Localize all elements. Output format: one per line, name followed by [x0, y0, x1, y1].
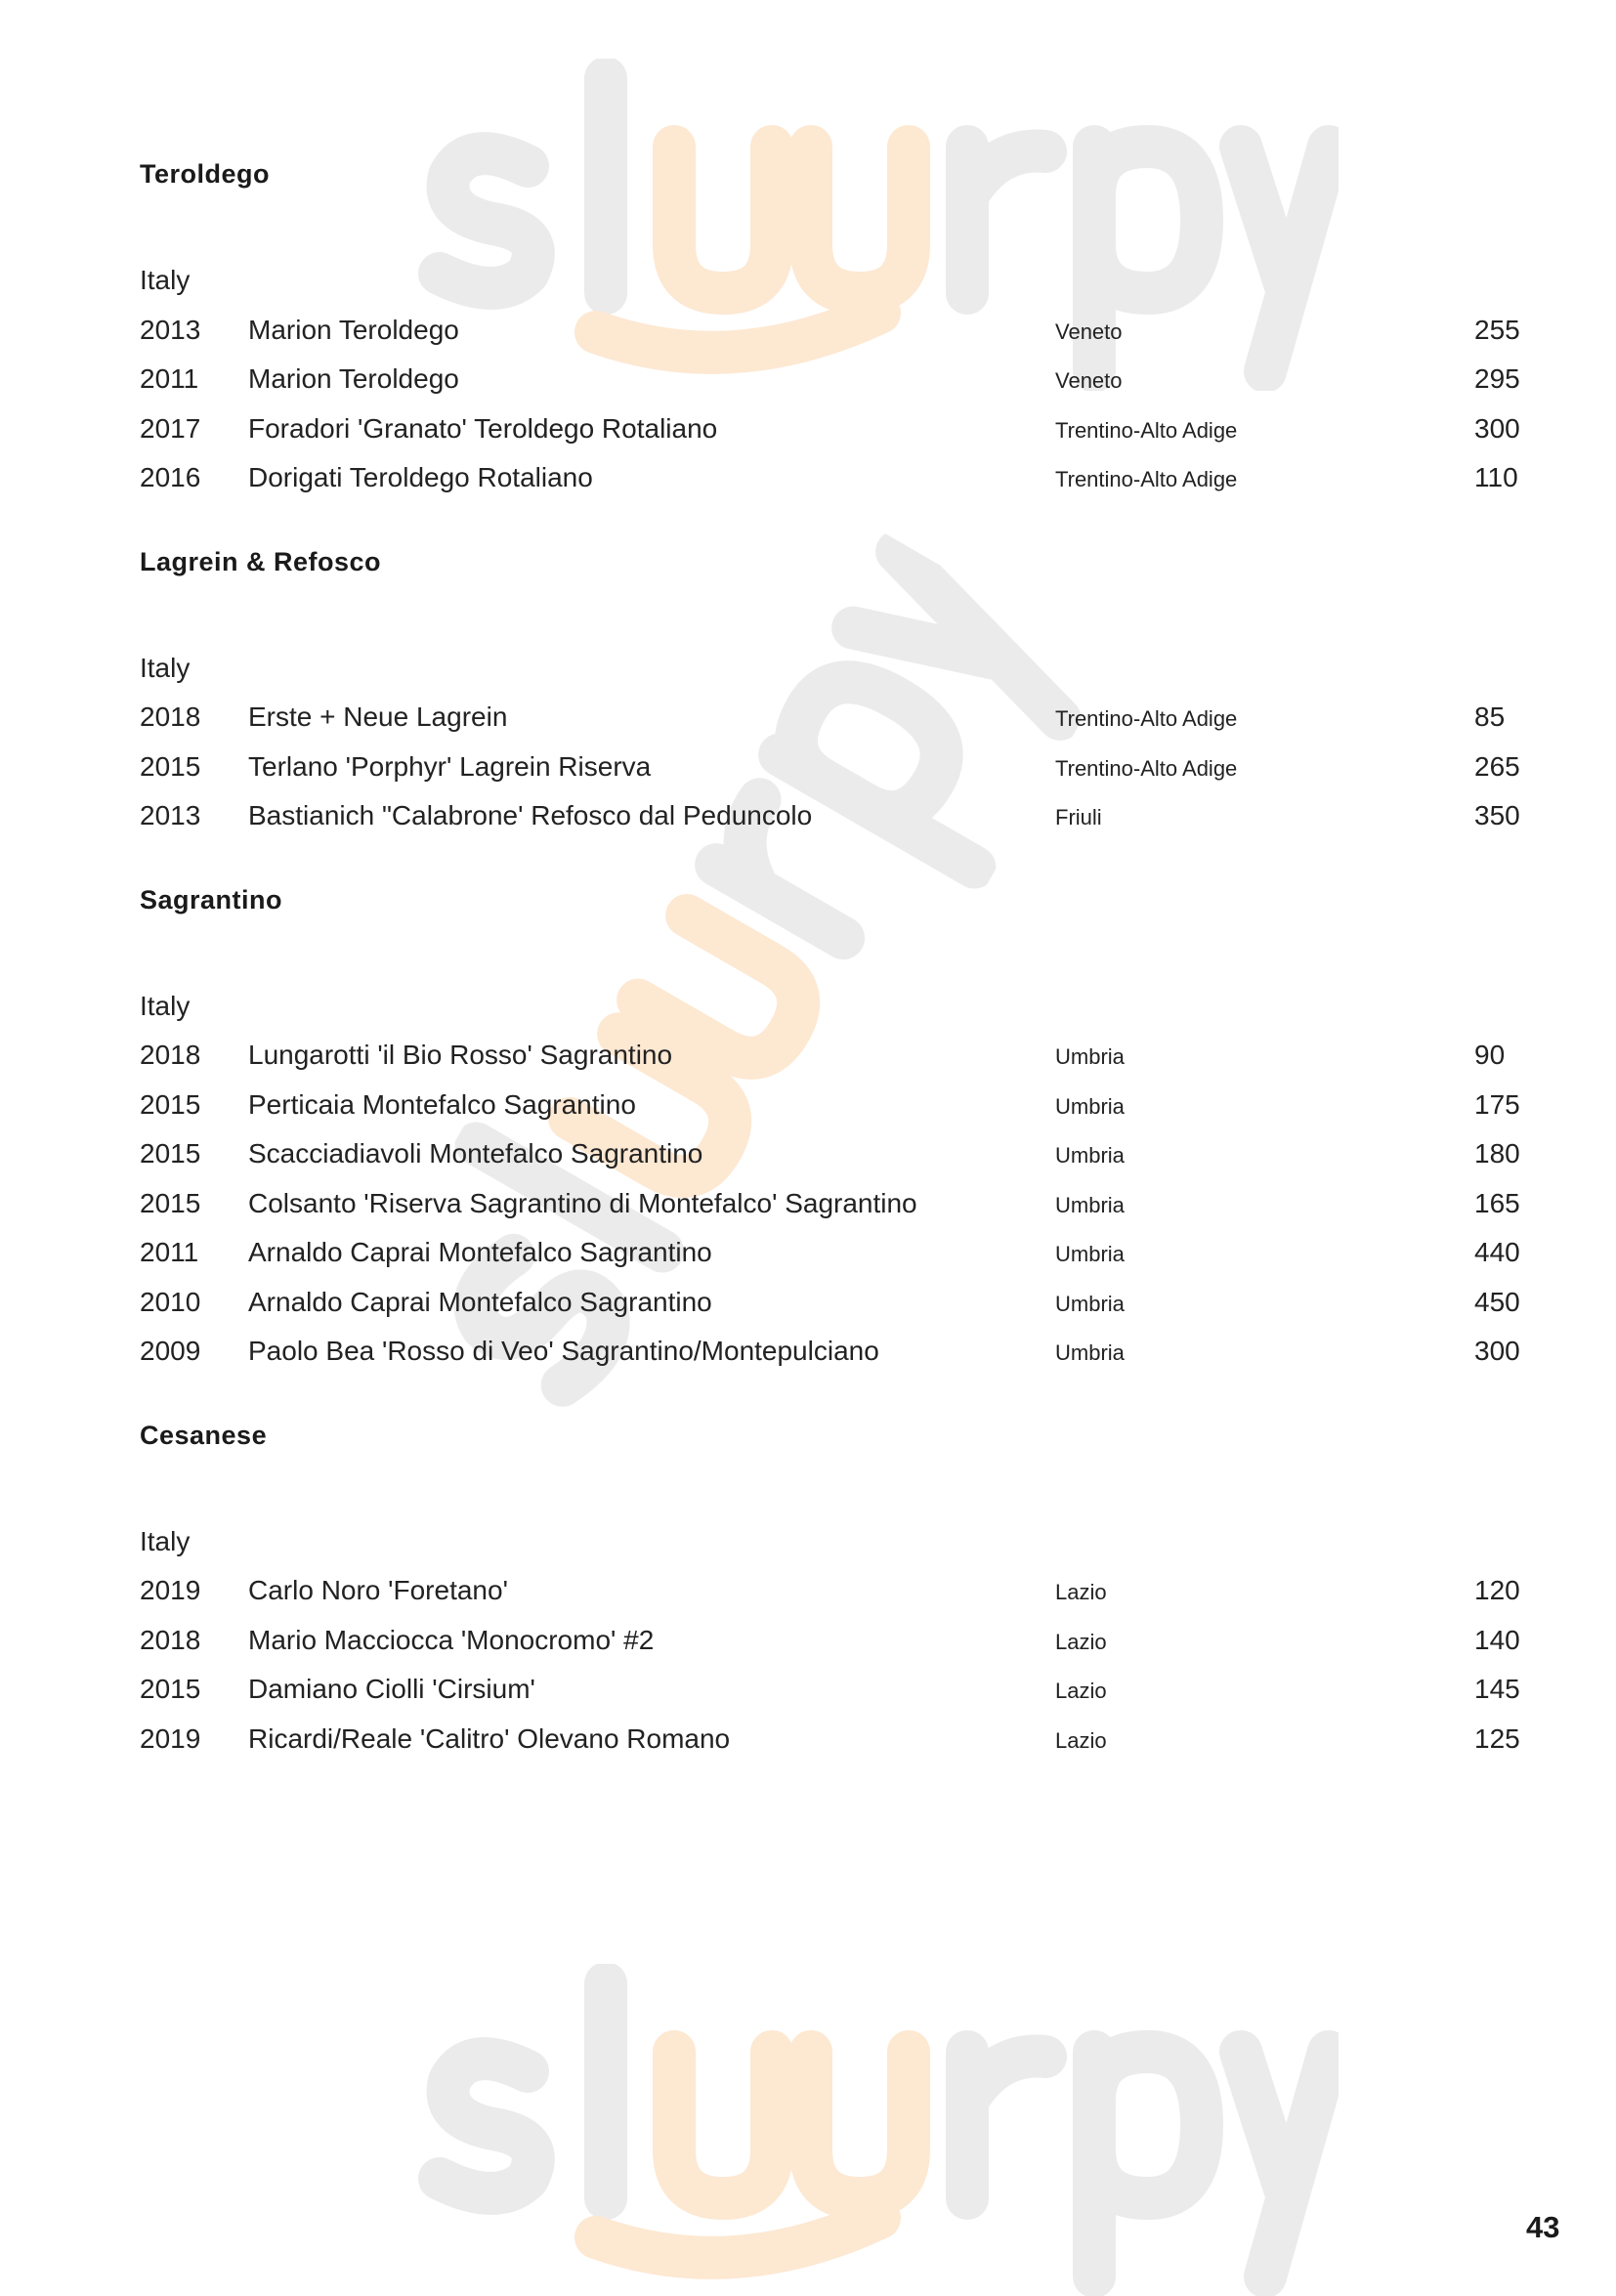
- wine-year: 2018: [140, 1624, 201, 1655]
- wine-price: 165: [1474, 1187, 1520, 1218]
- wine-row: [140, 693, 1527, 743]
- wine-price: 120: [1474, 1575, 1520, 1605]
- wine-name: Bastianich "Calabrone' Refosco dal Peduncolo: [248, 800, 813, 830]
- wine-name: Terlano 'Porphyr' Lagrein Riserva: [248, 750, 652, 782]
- wine-year: 2017: [140, 412, 201, 444]
- wine-name: Carlo Noro 'Foretano': [248, 1575, 508, 1605]
- wine-name: Foradori 'Granato' Teroldego Rotaliano: [248, 412, 718, 444]
- wine-price: 175: [1474, 1088, 1520, 1120]
- wine-price: 350: [1474, 800, 1520, 830]
- wine-region: Umbria: [1055, 1291, 1125, 1316]
- wine-row: [140, 1081, 1527, 1130]
- wine-year: 2011: [140, 1237, 199, 1267]
- country-label: Italy: [140, 1525, 191, 1556]
- wine-region: Trentino-Alto Adige: [1055, 467, 1238, 491]
- wine-region: Trentino-Alto Adige: [1055, 417, 1238, 443]
- wine-name: Arnaldo Caprai Montefalco Sagrantino: [248, 1237, 712, 1267]
- wine-price: 300: [1474, 412, 1520, 444]
- country-label: Italy: [140, 990, 191, 1021]
- wine-price: 140: [1474, 1624, 1520, 1655]
- wine-row: [140, 1228, 1527, 1278]
- wine-year: 2018: [140, 702, 201, 732]
- wine-year: 2010: [140, 1286, 201, 1317]
- wine-region: Umbria: [1055, 1044, 1125, 1069]
- wine-year: 2019: [140, 1722, 201, 1754]
- wine-region: Veneto: [1055, 319, 1123, 344]
- wine-year: 2011: [140, 363, 199, 394]
- wine-year: 2015: [140, 750, 201, 782]
- wine-year: 2013: [140, 800, 201, 830]
- wine-price: 180: [1474, 1138, 1520, 1169]
- watermark-logo-bottom: [410, 1964, 1339, 2296]
- wine-section: [140, 1418, 1527, 1765]
- wine-name: Marion Teroldego: [248, 314, 459, 345]
- wine-row: [140, 743, 1527, 792]
- wine-price: 125: [1474, 1722, 1520, 1754]
- wine-row: [140, 355, 1527, 404]
- wine-region: Umbria: [1055, 1093, 1125, 1119]
- wine-row: [140, 1327, 1527, 1377]
- wine-year: 2016: [140, 462, 201, 492]
- wine-name: Dorigati Teroldego Rotaliano: [248, 462, 593, 492]
- country-label: Italy: [140, 265, 191, 295]
- wine-list: [140, 156, 1527, 1805]
- wine-row: [140, 791, 1527, 841]
- wine-row: [140, 1566, 1527, 1616]
- wine-year: 2015: [140, 1138, 201, 1169]
- wine-region: Trentino-Alto Adige: [1055, 755, 1238, 781]
- wine-region: Friuli: [1055, 805, 1102, 829]
- wine-year: 2009: [140, 1336, 201, 1366]
- wine-name: Marion Teroldego: [248, 363, 459, 394]
- wine-price: 300: [1474, 1336, 1520, 1366]
- wine-row: [140, 1278, 1527, 1328]
- page-number: 43: [1526, 2210, 1560, 2244]
- wine-name: Damiano Ciolli 'Cirsium': [248, 1674, 535, 1704]
- wine-price: 295: [1474, 363, 1520, 394]
- wine-year: 2013: [140, 314, 201, 345]
- wine-row: [140, 1129, 1527, 1179]
- wine-row: [140, 404, 1527, 454]
- wine-name: Erste + Neue Lagrein: [248, 702, 508, 732]
- section-heading: Sagrantino: [140, 884, 283, 914]
- wine-row: [140, 1616, 1527, 1666]
- wine-name: Ricardi/Reale 'Calitro' Olevano Romano: [248, 1722, 731, 1754]
- wine-row: [140, 453, 1527, 503]
- section-heading: Teroldego: [140, 159, 271, 189]
- wine-region: Veneto: [1055, 368, 1123, 393]
- wine-region: Lazio: [1055, 1679, 1107, 1703]
- wine-region: Lazio: [1055, 1629, 1107, 1654]
- wine-name: Colsanto 'Riserva Sagrantino di Montefalco' Sagrantino: [248, 1187, 917, 1218]
- wine-price: 265: [1474, 750, 1520, 782]
- wine-price: 145: [1474, 1674, 1520, 1704]
- wine-row: [140, 306, 1527, 356]
- wine-region: Lazio: [1055, 1580, 1107, 1604]
- wine-name: Lungarotti 'il Bio Rosso' Sagrantino: [248, 1040, 673, 1070]
- wine-section: [140, 882, 1527, 1377]
- wine-price: 255: [1474, 314, 1520, 345]
- wine-name: Perticaia Montefalco Sagrantino: [248, 1088, 636, 1120]
- wine-region: Umbria: [1055, 1143, 1125, 1168]
- wine-price: 85: [1474, 702, 1506, 732]
- wine-row: [140, 1665, 1527, 1715]
- wine-name: Paolo Bea 'Rosso di Veo' Sagrantino/Montepulciano: [248, 1336, 879, 1366]
- wine-price: 110: [1474, 462, 1518, 492]
- wine-section: [140, 544, 1527, 841]
- wine-region: Trentino-Alto Adige: [1055, 706, 1238, 731]
- wine-region: Umbria: [1055, 1192, 1125, 1217]
- wine-year: 2015: [140, 1088, 201, 1120]
- wine-year: 2019: [140, 1575, 201, 1605]
- wine-region: Lazio: [1055, 1727, 1107, 1753]
- wine-year: 2015: [140, 1674, 201, 1704]
- wine-row: [140, 1179, 1527, 1229]
- wine-price: 440: [1474, 1237, 1520, 1267]
- section-heading: Cesanese: [140, 1420, 268, 1450]
- wine-name: Scacciadiavoli Montefalco Sagrantino: [248, 1138, 703, 1169]
- wine-year: 2015: [140, 1187, 201, 1218]
- wine-region: Umbria: [1055, 1242, 1125, 1266]
- wine-row: [140, 1031, 1527, 1081]
- section-heading: Lagrein & Refosco: [140, 546, 382, 576]
- wine-section: [140, 156, 1527, 503]
- country-label: Italy: [140, 652, 191, 683]
- wine-year: 2018: [140, 1040, 201, 1070]
- wine-region: Umbria: [1055, 1340, 1125, 1365]
- wine-name: Mario Macciocca 'Monocromo' #2: [248, 1624, 655, 1655]
- wine-price: 450: [1474, 1286, 1520, 1317]
- wine-name: Arnaldo Caprai Montefalco Sagrantino: [248, 1286, 712, 1317]
- wine-price: 90: [1474, 1040, 1506, 1070]
- wine-row: [140, 1715, 1527, 1765]
